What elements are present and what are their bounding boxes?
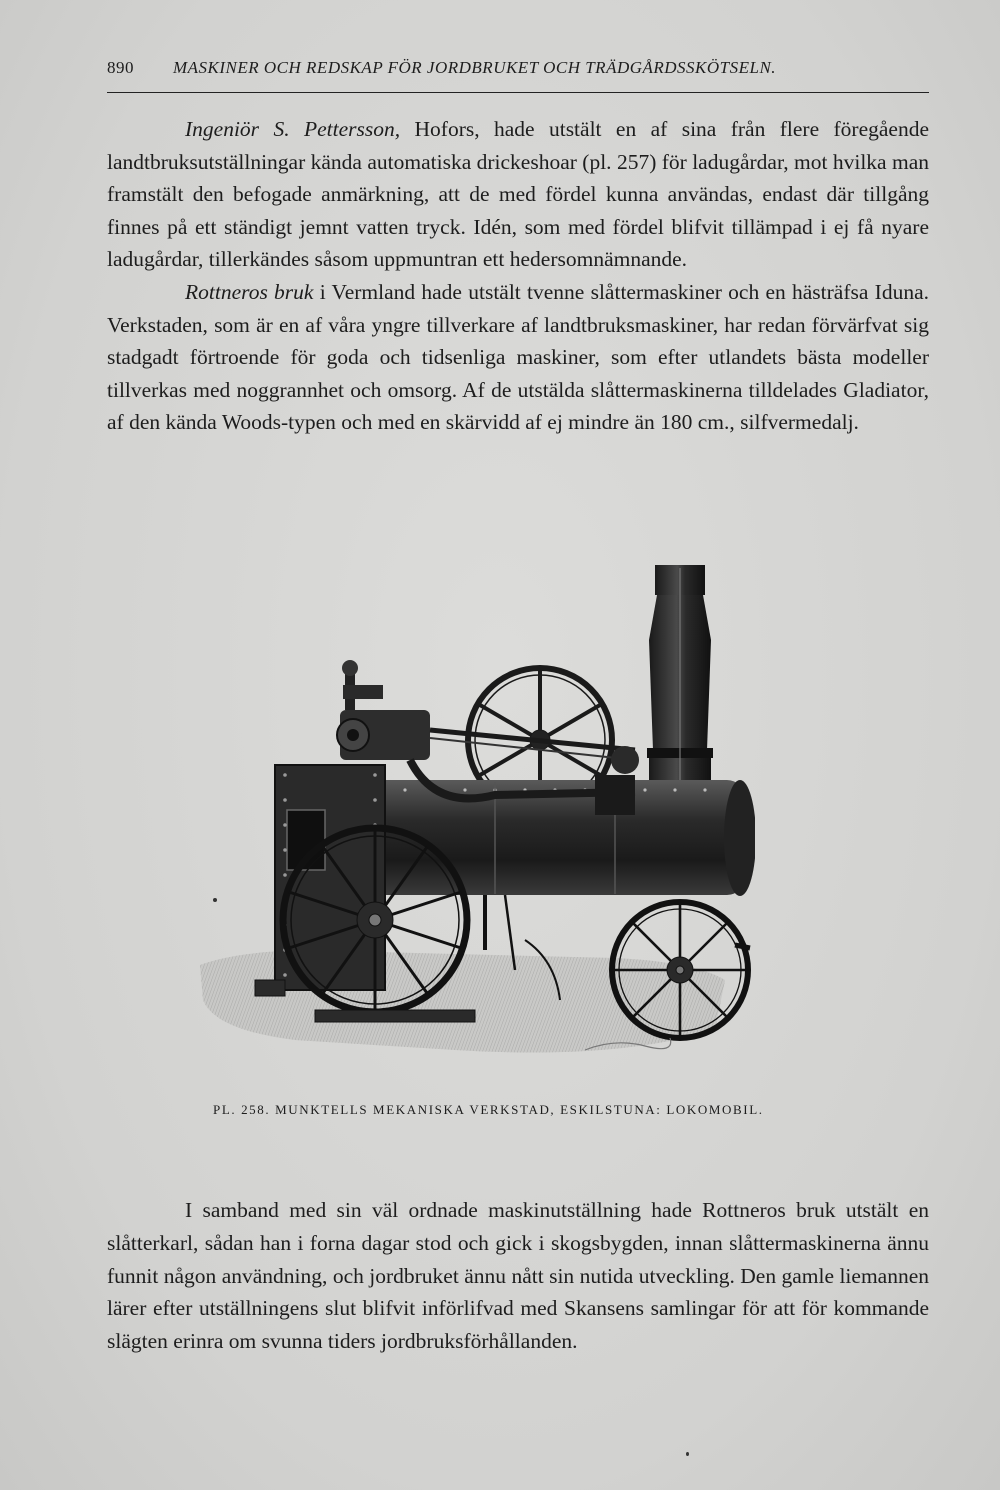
front-wheel [612,902,748,1038]
figure-caption: PL. 258. MUNKTELLS MEKANISKA VERKSTAD, ESKILSTUNA: LOKOMOBIL. [213,1102,764,1117]
text-block-bottom [107,1194,929,1358]
locomobile-engraving [195,560,755,1080]
running-head: MASKINER OCH REDSKAP FÖR JORDBRUKET OCH TRÄDGÅRDSSKÖTSELN. [173,58,777,77]
paragraph-slatterkarl: I samband med sin väl ordnade maskinutställning hade Rottneros bruk utstält en slåtterkarl, sådan han i forna dagar stod och gick i skogsbygden, innan slåttermaskinerna ännu funnit någon användning, och jordbruket ännu nått sin nutida utveckling. Den gamle liemannen lärer efter utställningens slut blifvit införlifvad med Skansens samlingar för att för kommande slägten erinra om svunna tiders jordbruksförhållanden. [107,1198,929,1354]
paragraph-text: i Vermland hade utstält tvenne slåttermaskiner och en hästräfsa Iduna. Verkstaden, som är en af våra yngre tillverkare af landtbruksmaskiner, har redan förvärfvat sig stadgadt förtroende för goda och tidsenliga maskiner, som efter utlandets bästa modeller tillverkas med noggrannhet och omsorg. Af de utstälda slåttermaskinerna tilldelades Gladiator, af den kända Woods-typen och med en skärvidd af ej mindre än 180 cm., silfvermedalj. [107,279,929,435]
chimney [647,565,713,788]
paragraph-lead-italic: Ingeniör S. Pettersson, [185,117,401,141]
paragraph-text: Hofors, hade utstält en af sina från flere föregående landtbruksutställningar kända automatiska drickeshoar (pl. 257) för ladugårdar, mot hvilka man framstält den befogade anmärkning, att de med fördel kunna användas, endast där tillgång finnes på ett ständigt jemnt vatten tryck. Idén, som med fördel blifvit tillämpad i ej få nyare ladugårdar, tillerkändes såsom uppmuntran ett hedersomnämnande. [107,117,929,272]
paragraph-lead-italic: Rottneros bruk [185,279,314,304]
page-header [107,58,929,84]
header-rule [107,92,929,93]
paragraph-pettersson [107,113,929,276]
page-number: 890 [107,58,134,77]
text-block-top [107,113,929,439]
paragraph-rottneros [107,276,929,439]
